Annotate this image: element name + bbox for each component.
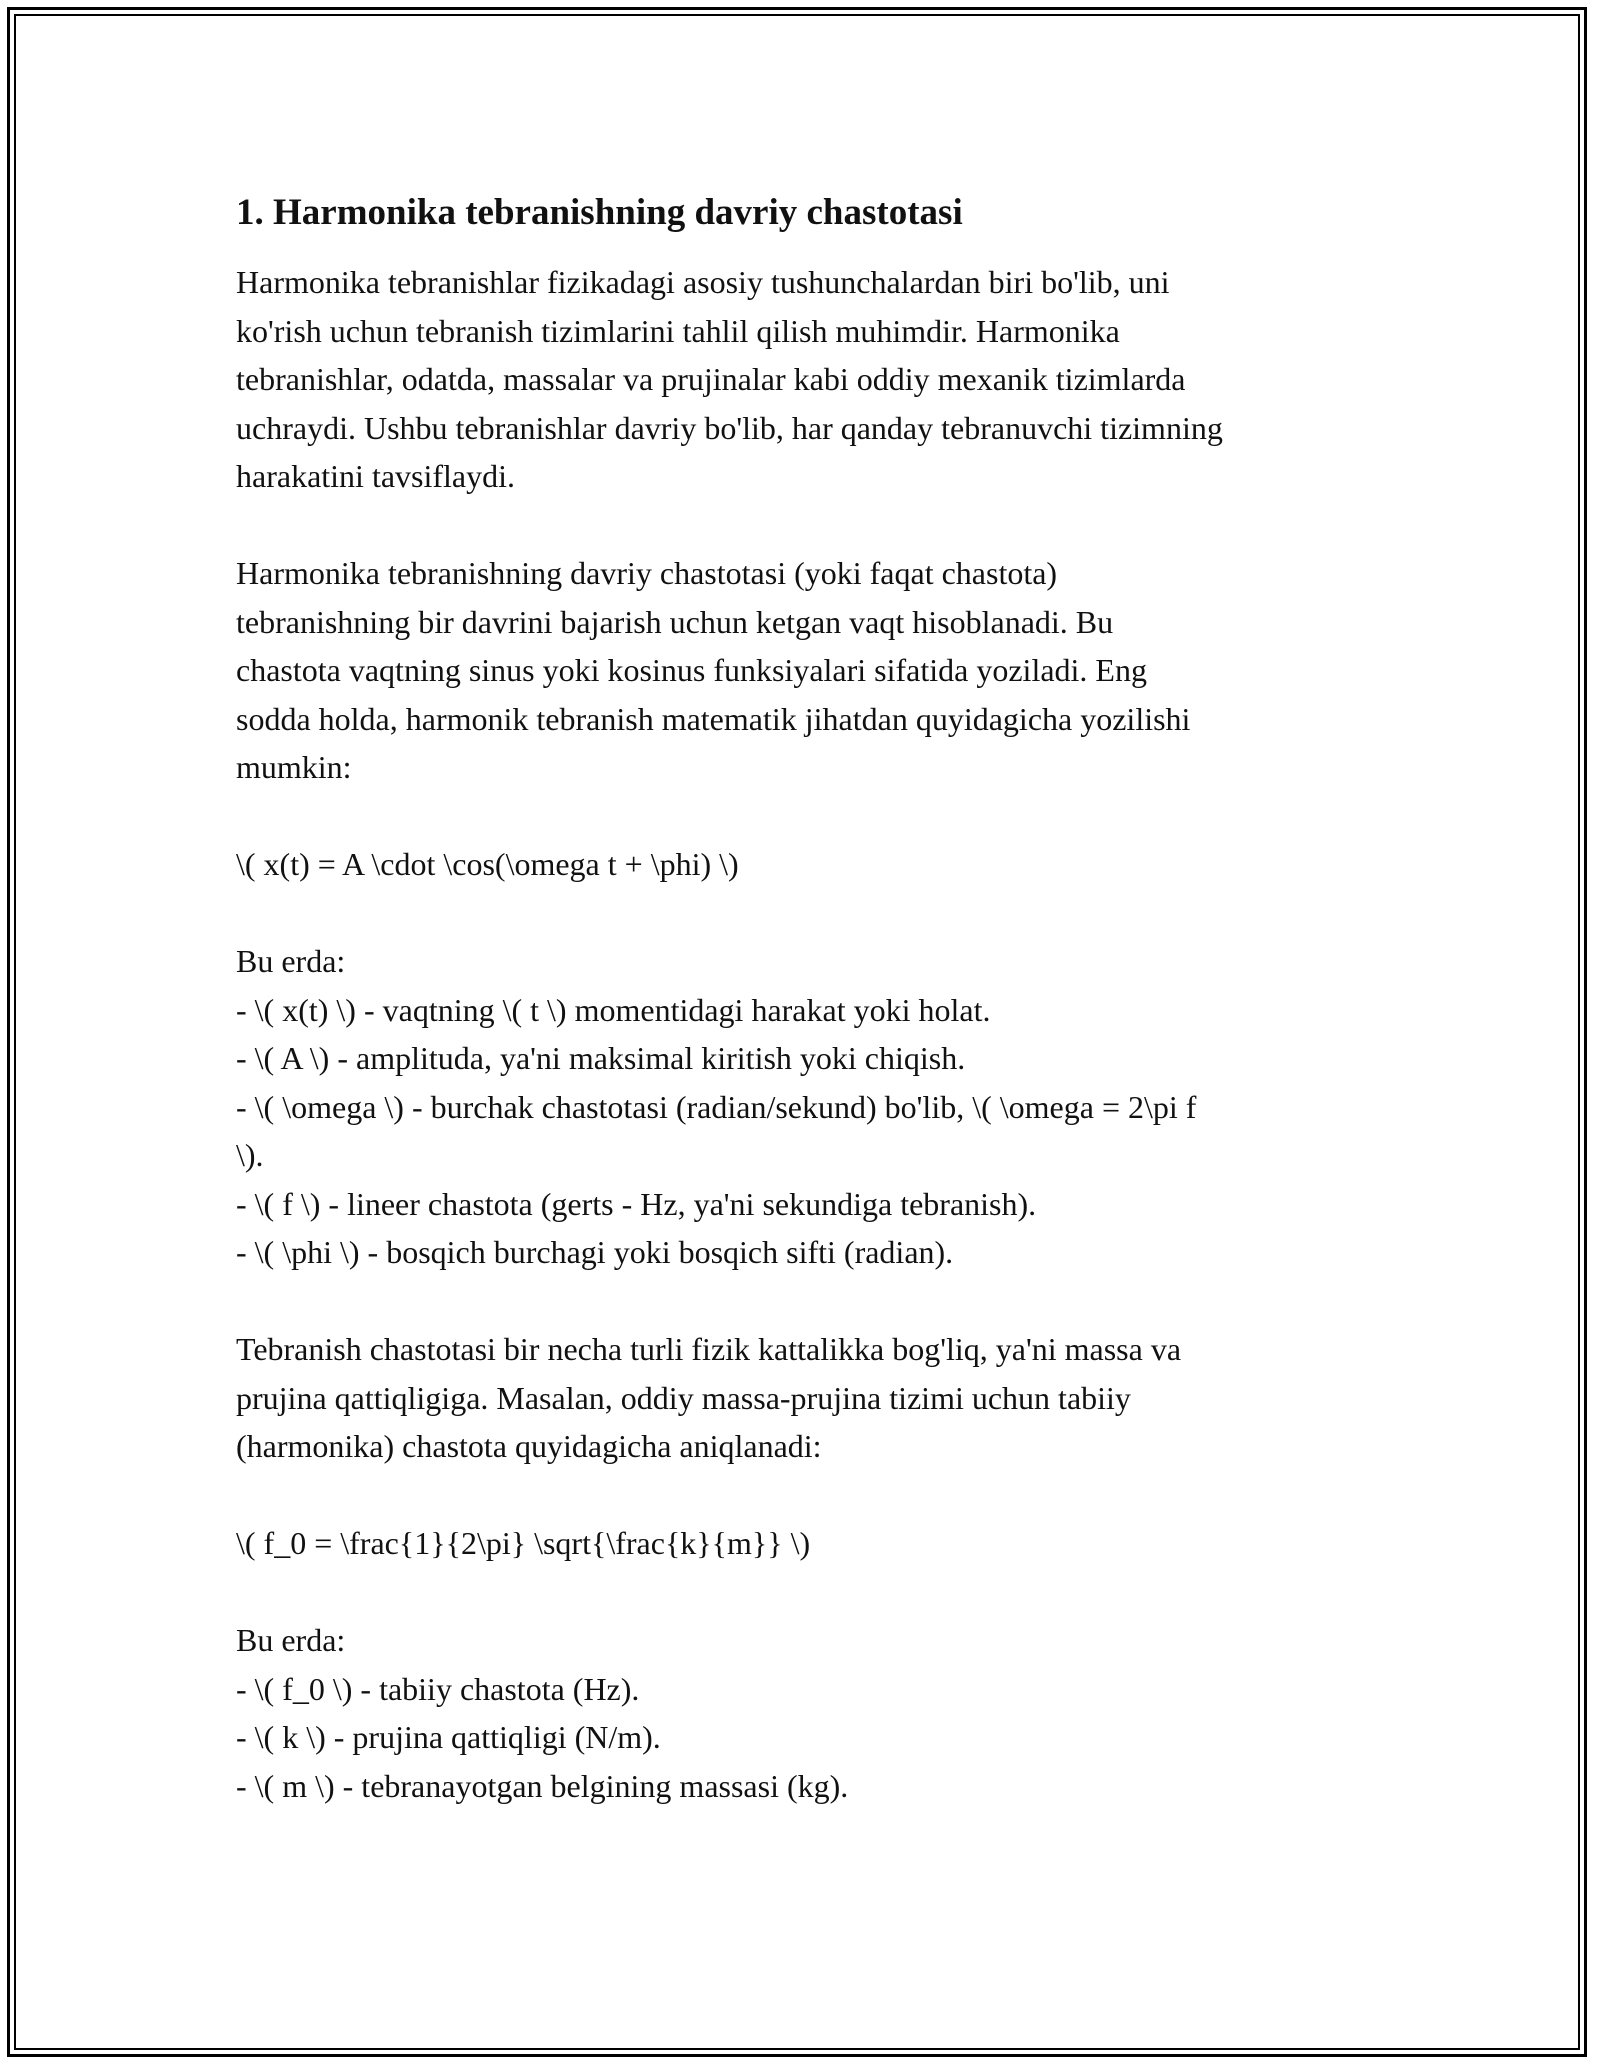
- text-line: Harmonika tebranishning davriy chastotasi (yoki faqat chastota): [236, 555, 1058, 591]
- text-line: sodda holda, harmonik tebranish matematik jihatdan quyidagicha yozilishi: [236, 700, 1191, 737]
- document-body: [236, 258, 1376, 1810]
- paragraph-gap: [236, 1471, 1376, 1520]
- definition-item: - \( x(t) \) - vaqtning \( t \) momentidagi harakat yoki holat.: [236, 991, 991, 1028]
- paragraph-gap: [236, 1568, 1376, 1617]
- paragraph-gap: [236, 501, 1376, 550]
- definition-item: - \( m \) - tebranayotgan belgining massasi (kg).: [236, 1767, 849, 1804]
- where-label: Bu erda:: [236, 1622, 346, 1658]
- text-line: (harmonika) chastota quyidagicha aniqlanadi:: [236, 1428, 822, 1464]
- natural-frequency-formula: [236, 1519, 1376, 1568]
- intro-paragraph: [236, 258, 1376, 501]
- text-line: harakatini tavsiflaydi.: [236, 458, 516, 494]
- section-heading: 1. Harmonika tebranishning davriy chastotasi: [236, 192, 963, 233]
- definition-item: - \( f \) - lineer chastota (gerts - Hz, ya'ni sekundiga tebranish).: [236, 1185, 1037, 1222]
- paragraph-gap: [236, 1277, 1376, 1326]
- text-line: mumkin:: [236, 749, 352, 785]
- definition-item: - \( f_0 \) - tabiiy chastota (Hz).: [236, 1670, 640, 1707]
- natural-frequency-paragraph: [236, 1325, 1376, 1471]
- text-line: Harmonika tebranishlar fizikadagi asosiy tushunchalardan biri bo'lib, uni: [236, 264, 1170, 300]
- text-line: tebranishning bir davrini bajarish uchun ketgan vaqt hisoblanadi. Bu: [236, 603, 1114, 640]
- frequency-paragraph: [236, 549, 1376, 792]
- text-line: Tebranish chastotasi bir necha turli fizik kattalikka bog'liq, ya'ni massa va: [236, 1331, 1182, 1367]
- text-line: tebranishlar, odatda, massalar va prujinalar kabi oddiy mexanik tizimlarda: [236, 361, 1186, 397]
- definition-item: - \( A \) - amplituda, ya'ni maksimal kiritish yoki chiqish.: [236, 1040, 966, 1076]
- paragraph-gap: [236, 792, 1376, 841]
- text-line: chastota vaqtning sinus yoki kosinus funksiyalari sifatida yoziladi. Eng: [236, 652, 1147, 688]
- text-line: ko'rish uchun tebranish tizimlarini tahlil qilish muhimdir. Harmonika: [236, 312, 1120, 349]
- formula-line: \( x(t) = A \cdot \cos(\omega t + \phi) \): [236, 846, 739, 882]
- definition-item: - \( k \) - prujina qattiqligi (N/m).: [236, 1719, 661, 1755]
- text-line: uchraydi. Ushbu tebranishlar davriy bo'lib, har qanday tebranuvchi tizimning: [236, 409, 1223, 446]
- definitions-list-1: [236, 937, 1376, 1277]
- formula-line: \( f_0 = \frac{1}{2\pi} \sqrt{\frac{k}{m}} \): [236, 1525, 811, 1561]
- definition-item: \).: [236, 1137, 264, 1173]
- definition-item: - \( \omega \) - burchak chastotasi (radian/sekund) bo'lib, \( \omega = 2\pi f: [236, 1088, 1197, 1125]
- definition-item: - \( \phi \) - bosqich burchagi yoki bosqich sifti (radian).: [236, 1234, 954, 1270]
- where-label: Bu erda:: [236, 943, 346, 979]
- document-content: [236, 188, 1376, 1810]
- oscillation-formula: [236, 840, 1376, 889]
- definitions-list-2: [236, 1616, 1376, 1810]
- paragraph-gap: [236, 889, 1376, 938]
- text-line: prujina qattiqligiga. Masalan, oddiy massa-prujina tizimi uchun tabiiy: [236, 1379, 1131, 1416]
